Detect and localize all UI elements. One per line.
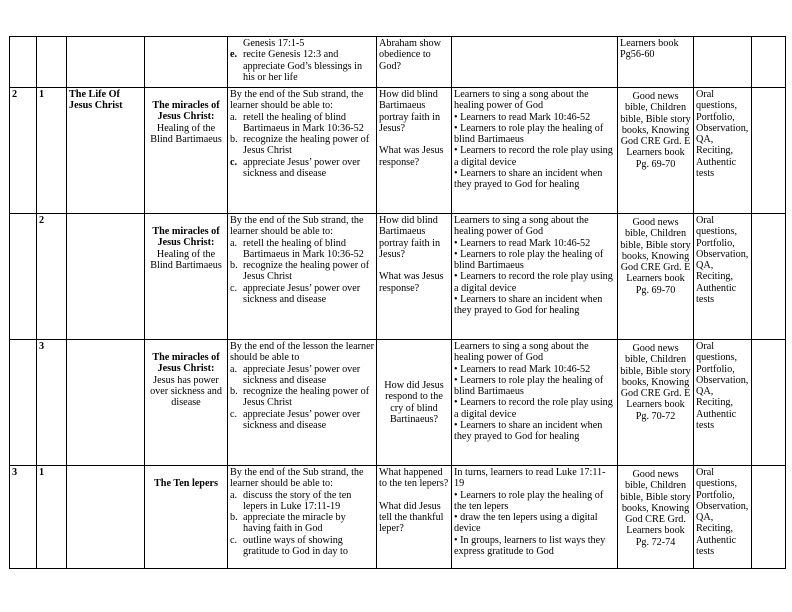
experience-item: Learners to sing a song about the healing power of God (454, 89, 589, 112)
outcome-text: appreciate Jesus’ power over sickness and disease (243, 408, 361, 432)
strand-cell: The Life Of Jesus Christ (67, 88, 145, 214)
inquiry-cell: How did blind Bartimaeus portray faith in Jesus? What was Jesus response? (377, 88, 452, 214)
outcome-label: b. (230, 260, 238, 272)
scheme-of-work-page (9, 36, 786, 569)
outcome-item (230, 134, 374, 157)
strand-cell (67, 37, 145, 88)
outcome-text: retell the healing of blind Bartimaeus in Mark 10:36-52 (243, 237, 364, 260)
assessment-cell (694, 37, 752, 88)
strand-cell (67, 214, 145, 340)
substrand-cell (145, 88, 228, 214)
assessment-cell: Oral questions, Portfolio, Observation, QA, Reciting, Authentic tests (694, 214, 752, 340)
outcome-label: e. (230, 49, 238, 61)
scheme-of-work-table (9, 36, 786, 569)
reflection-cell (752, 340, 786, 466)
assessment-cell: Oral questions, Portfolio, Observation, QA, Reciting, Authentic tests (694, 88, 752, 214)
lesson-cell: 1 (37, 466, 67, 569)
experience-item: • Learners to share an incident when they prayed to God for healing (454, 294, 603, 317)
outcome-label: a. (230, 237, 238, 249)
lesson-cell: 1 (37, 88, 67, 214)
week-cell (10, 214, 37, 340)
outcome-label: a. (230, 111, 238, 123)
inquiry-cell: What happened to the ten lepers? What did Jesus tell the thankful leper? (377, 466, 452, 569)
outcome-item (230, 364, 374, 387)
resources-cell: Good news bible, Children bible, Bible story books, Knowing God CRE Grd. Learners book Pg. 72-74 (618, 466, 694, 569)
experience-item: • Learners to read Mark 10:46-52 (454, 237, 591, 249)
substrand-detail: Jesus has power over sickness and disease (150, 374, 222, 409)
reflection-cell (752, 37, 786, 88)
experience-item: In turns, learners to read Luke 17:11-19 (454, 467, 606, 490)
experience-item: • Learners to record the role play using a digital device (454, 271, 613, 294)
experiences-cell (452, 214, 618, 340)
substrand-title: The Ten lepers (154, 478, 218, 489)
outcome-label: b. (230, 512, 238, 524)
assessment-cell: Oral questions, Portfolio, Observation, QA, Reciting, Authentic tests (694, 466, 752, 569)
outcome-label: c. (230, 408, 238, 420)
outcome-label: c. (230, 282, 238, 294)
experience-item: Learners to sing a song about the healing power of God (454, 215, 589, 238)
experiences-cell (452, 37, 618, 88)
outcomes-intro: By the end of the Sub strand, the learner should be able to: (230, 215, 364, 238)
experience-item: • Learners to read Mark 10:46-52 (454, 111, 591, 123)
outcome-item (230, 490, 374, 513)
experience-item: • Learners to role play the healing of blind Bartimaeus (454, 122, 604, 146)
outcome-item (230, 157, 374, 180)
lesson-cell (37, 37, 67, 88)
outcome-text: appreciate Jesus’ power over sickness and disease (243, 282, 361, 306)
substrand-cell (145, 466, 228, 569)
experience-item: • Learners to read Mark 10:46-52 (454, 363, 591, 375)
experience-item: Learners to sing a song about the healing power of God (454, 341, 589, 364)
outcome-item (230, 409, 374, 432)
outcome-text: appreciate Jesus’ power over sickness and disease (243, 156, 361, 180)
outcome-label: b. (230, 134, 238, 146)
outcomes-cell (228, 37, 377, 88)
strand-cell (67, 340, 145, 466)
resources-cell: Learners book Pg56-60 (618, 37, 694, 88)
experience-item: • Learners to role play the healing of blind Bartimaeus (454, 248, 604, 272)
outcome-label: c. (230, 156, 238, 168)
resources-cell: Good news bible, Children bible, Bible story books, Knowing God CRE Grd. E Learners book Pg. 70-72 (618, 340, 694, 466)
outcome-text: appreciate the miracle by having faith in God (243, 512, 346, 535)
substrand-cell (145, 37, 228, 88)
outcomes-cell (228, 466, 377, 569)
outcomes-cell (228, 88, 377, 214)
table-row (10, 88, 786, 214)
week-cell (10, 37, 37, 88)
lesson-cell: 3 (37, 340, 67, 466)
table-body (10, 37, 786, 569)
outcome-item (230, 112, 374, 135)
inquiry-cell: How did blind Bartimaeus portray faith in Jesus? What was Jesus response? (377, 214, 452, 340)
outcome-item (230, 283, 374, 306)
outcome-text: recognize the healing power of Jesus Christ (243, 134, 370, 157)
experience-item: • Learners to role play the healing of the ten lepers (454, 489, 604, 512)
outcome-item (230, 260, 374, 283)
substrand-title: The miracles of Jesus Christ: (152, 100, 220, 123)
outcome-label: a. (230, 363, 238, 375)
substrand-cell (145, 340, 228, 466)
outcomes-cell (228, 214, 377, 340)
outcome-label: a. (230, 489, 238, 501)
substrand-cell (145, 214, 228, 340)
outcome-text: retell the healing of blind Bartimaeus in Mark 10:36-52 (243, 111, 364, 134)
inquiry-cell: How did Jesus respond to the cry of blind Bartinaeus? (377, 340, 452, 466)
experience-item: • Learners to record the role play using a digital device (454, 397, 613, 420)
week-cell (10, 340, 37, 466)
outcome-label: b. (230, 386, 238, 398)
experience-item: • In groups, learners to list ways they express gratitude to God (454, 534, 606, 558)
experience-item: • Learners to share an incident when they prayed to God for healing (454, 420, 603, 443)
outcome-item (230, 49, 374, 83)
outcome-item (230, 512, 374, 535)
outcome-label: c. (230, 534, 238, 546)
reflection-cell (752, 214, 786, 340)
strand-cell (67, 466, 145, 569)
outcome-text: outline ways of showing gratitude to God in day to (243, 534, 348, 558)
reflection-cell (752, 88, 786, 214)
resources-cell: Good news bible, Children bible, Bible story books, Knowing God CRE Grd. E Learners book Pg. 69-70 (618, 88, 694, 214)
table-row (10, 37, 786, 88)
reflection-cell (752, 466, 786, 569)
experience-item: • Learners to role play the healing of blind Bartimaeus (454, 374, 604, 398)
outcome-item (230, 238, 374, 261)
experiences-cell (452, 466, 618, 569)
assessment-cell: Oral questions, Portfolio, Observation, QA, Reciting, Authentic tests (694, 340, 752, 466)
inquiry-cell: Abraham show obedience to God? (377, 37, 452, 88)
week-cell: 3 (10, 466, 37, 569)
outcomes-intro: By the end of the Sub strand, the learner should be able to: (230, 89, 364, 112)
substrand-title: The miracles of Jesus Christ: (152, 352, 220, 375)
outcomes-cell (228, 340, 377, 466)
outcome-text: appreciate Jesus’ power over sickness and disease (243, 363, 361, 386)
substrand-detail: Healing of the Blind Bartimaeus (150, 122, 222, 145)
resources-cell: Good news bible, Children bible, Bible story books, Knowing God CRE Grd. E Learners book Pg. 69-70 (618, 214, 694, 340)
lesson-cell: 2 (37, 214, 67, 340)
table-row (10, 340, 786, 466)
outcomes-intro: By the end of the Sub strand, the learner should be able to: (230, 467, 364, 490)
outcomes-intro: By the end of the lesson the learner should be able to (230, 341, 374, 364)
outcomes-intro: Genesis 17:1-5 (243, 38, 305, 49)
substrand-detail: Healing of the Blind Bartimaeus (150, 248, 222, 271)
experience-item: • draw the ten lepers using a digital device (454, 512, 598, 535)
experience-item: • Learners to record the role play using a digital device (454, 145, 613, 168)
outcome-text: recognize the healing power of Jesus Christ (243, 260, 370, 283)
experiences-cell (452, 340, 618, 466)
experience-item: • Learners to share an incident when they prayed to God for healing (454, 168, 603, 191)
week-cell: 2 (10, 88, 37, 214)
table-row (10, 466, 786, 569)
outcome-text: recite Genesis 12:3 and appreciate God’s blessings in his or her life (243, 49, 363, 83)
outcome-text: discuss the story of the ten lepers in Luke 17:11-19 (243, 489, 352, 512)
outcome-item (230, 535, 374, 558)
outcome-item (230, 386, 374, 409)
outcome-text: recognize the healing power of Jesus Christ (243, 386, 370, 409)
table-row (10, 214, 786, 340)
substrand-title: The miracles of Jesus Christ: (152, 226, 220, 249)
experiences-cell (452, 88, 618, 214)
